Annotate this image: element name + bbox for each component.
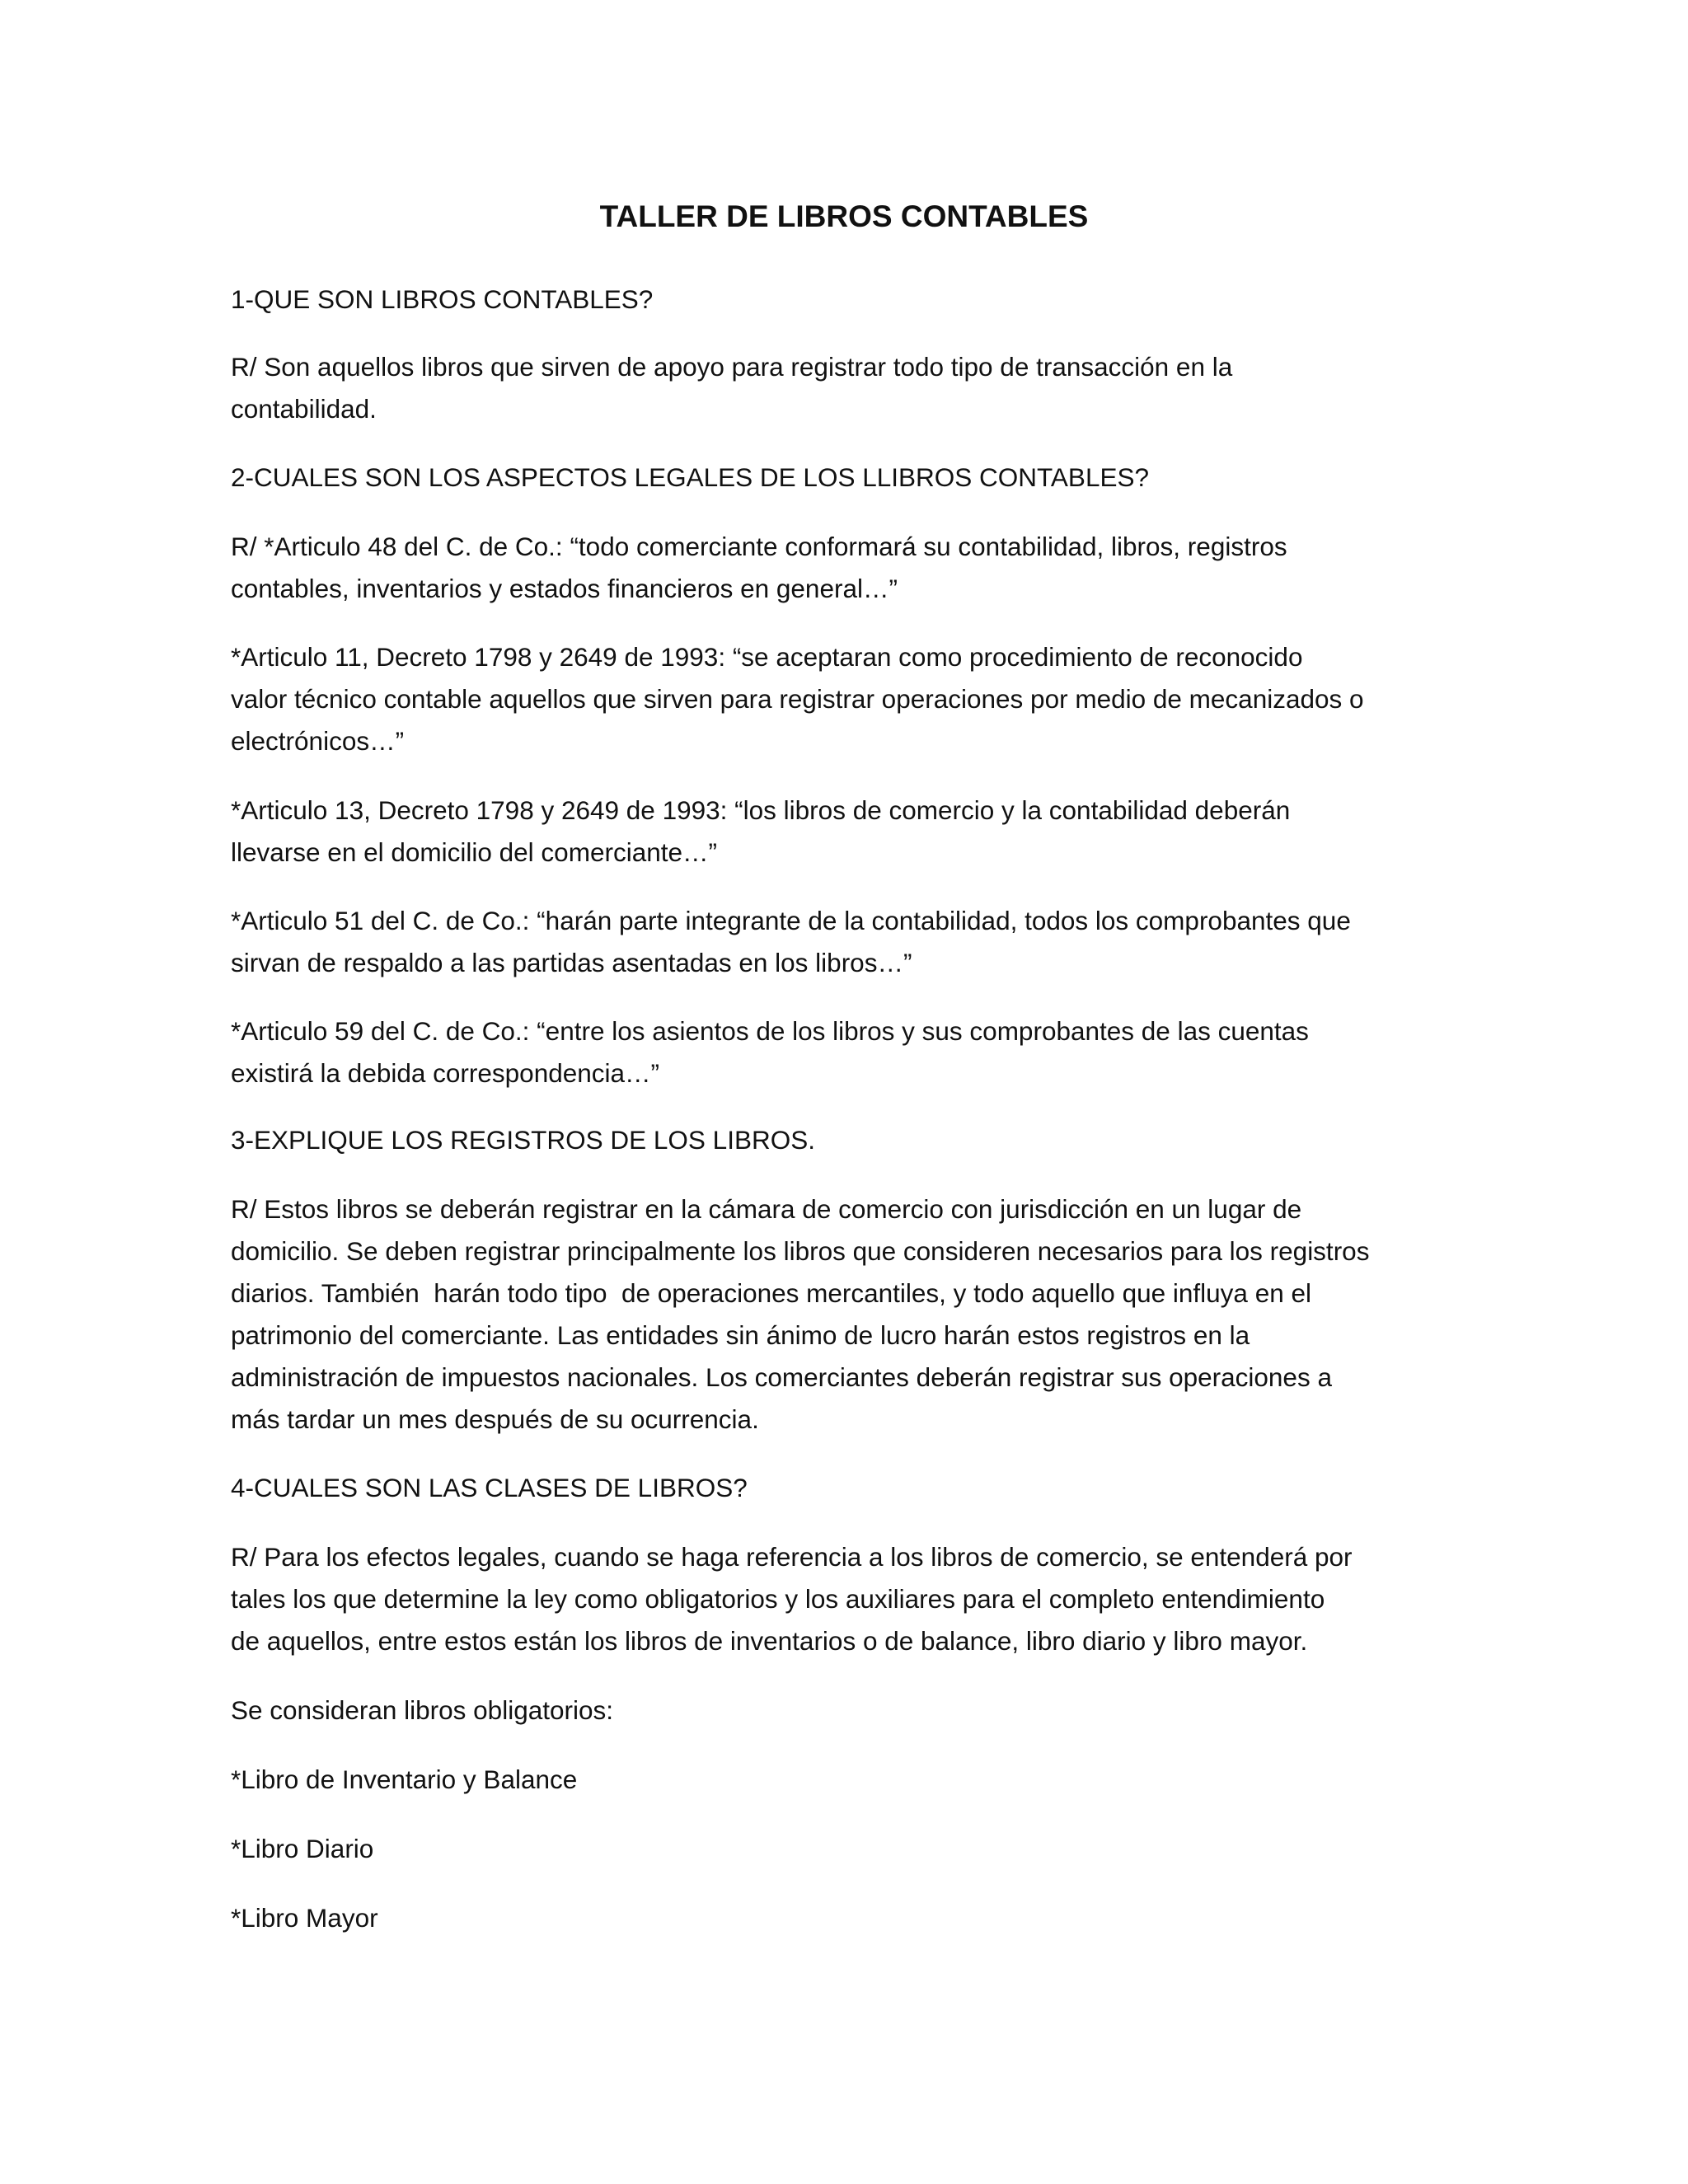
article-59 <box>231 1010 1484 1094</box>
text-line: diarios. También harán todo tipo de operaciones mercantiles, y todo aquello que influya en el <box>231 1278 1312 1308</box>
book-item-inventory-balance <box>231 1759 1484 1801</box>
text-line: Se consideran libros obligatorios: <box>231 1695 614 1725</box>
text-line: valor técnico contable aquellos que sirven para registrar operaciones por medio de mecanizados o <box>231 684 1364 714</box>
question-2 <box>231 457 1484 499</box>
question-3 <box>231 1119 1484 1161</box>
text-line: administración de impuestos nacionales. Los comerciantes deberán registrar sus operaciones a <box>231 1362 1332 1392</box>
question-1 <box>231 279 1484 321</box>
obligatory-books-intro <box>231 1690 1484 1732</box>
text-line: existirá la debida correspondencia…” <box>231 1058 660 1088</box>
book-item-ledger <box>231 1897 1484 1939</box>
text-line: patrimonio del comerciante. Las entidades sin ánimo de lucro harán estos registros en la <box>231 1320 1250 1350</box>
text-line: 2-CUALES SON LOS ASPECTOS LEGALES DE LOS LLIBROS CONTABLES? <box>231 462 1150 492</box>
book-item-diary <box>231 1828 1484 1870</box>
text-line: electrónicos…” <box>231 726 405 756</box>
text-line: *Libro de Inventario y Balance <box>231 1765 578 1794</box>
text-line: R/ Son aquellos libros que sirven de apoyo para registrar todo tipo de transacción en la <box>231 352 1233 382</box>
article-11 <box>231 636 1484 762</box>
article-51 <box>231 900 1484 984</box>
article-13 <box>231 790 1484 874</box>
text-line: contabilidad. <box>231 394 377 424</box>
text-line: R/ Para los efectos legales, cuando se haga referencia a los libros de comercio, se entenderá por <box>231 1542 1353 1572</box>
text-line: *Articulo 13, Decreto 1798 y 2649 de 1993: “los libros de comercio y la contabilidad deberán <box>231 795 1291 825</box>
answer-3 <box>231 1188 1484 1441</box>
text-line: *Articulo 11, Decreto 1798 y 2649 de 1993: “se aceptaran como procedimiento de reconocido <box>231 642 1303 672</box>
text-line: *Libro Mayor <box>231 1903 378 1933</box>
text-line: *Articulo 59 del C. de Co.: “entre los asientos de los libros y sus comprobantes de las cuentas <box>231 1016 1309 1046</box>
text-line: contables, inventarios y estados financieros en general…” <box>231 574 898 603</box>
text-line: *Libro Diario <box>231 1834 374 1863</box>
text-line: 4-CUALES SON LAS CLASES DE LIBROS? <box>231 1473 748 1502</box>
text-line: 3-EXPLIQUE LOS REGISTROS DE LOS LIBROS. <box>231 1125 815 1155</box>
text-line: de aquellos, entre estos están los libros de inventarios o de balance, libro diario y libro mayor. <box>231 1626 1308 1656</box>
answer-4 <box>231 1536 1484 1662</box>
answer-1 <box>231 346 1484 430</box>
text-line: R/ *Articulo 48 del C. de Co.: “todo comerciante conformará su contabilidad, libros, registros <box>231 532 1287 561</box>
document-title: TALLER DE LIBROS CONTABLES <box>599 199 1089 233</box>
text-line: tales los que determine la ley como obligatorios y los auxiliares para el completo entendimiento <box>231 1584 1325 1614</box>
text-line: domicilio. Se deben registrar principalmente los libros que consideren necesarios para los registros <box>231 1236 1370 1266</box>
text-line: llevarse en el domicilio del comerciante…” <box>231 837 717 867</box>
text-line: *Articulo 51 del C. de Co.: “harán parte integrante de la contabilidad, todos los comprobantes que <box>231 906 1351 935</box>
text-line: 1-QUE SON LIBROS CONTABLES? <box>231 284 654 314</box>
answer-2-article-48 <box>231 526 1484 610</box>
text-line: sirvan de respaldo a las partidas asentadas en los libros…” <box>231 948 912 977</box>
question-4 <box>231 1467 1484 1509</box>
text-line: R/ Estos libros se deberán registrar en la cámara de comercio con jurisdicción en un lugar de <box>231 1194 1302 1224</box>
text-line: más tardar un mes después de su ocurrencia. <box>231 1404 759 1434</box>
